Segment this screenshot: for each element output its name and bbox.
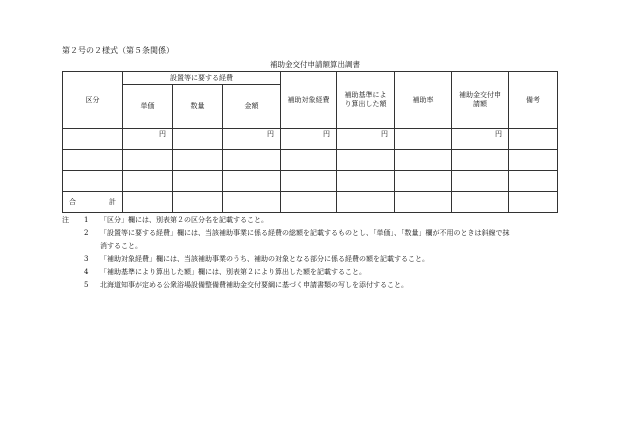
yen-cell: 円 [337,129,395,150]
header-shinsei: 補助金交付申 請額 [452,72,509,129]
notes [62,214,582,292]
note-item: 注 1 「区分」欄には、別表第２の区分名を記載すること。 [62,214,582,227]
cell [509,129,558,150]
header-biko: 備考 [509,72,558,129]
header-setsubi-group: 設置等に要する経費 [123,72,281,85]
cell [63,129,123,150]
yen-cell: 円 [123,129,173,150]
table-row [63,150,558,171]
header-taisho: 補助対象経費 [281,72,337,129]
cell [395,129,452,150]
table-row [63,171,558,192]
header-suryo: 数量 [173,85,223,129]
calculation-table [62,71,558,213]
header-kingaku: 金額 [223,85,281,129]
note-item: 2 「設置等に要する経費」欄には、当該補助事業に係る経費の総額を記載するものとし、「単価」、「数量」欄が不用のときは斜線で抹 消すること。 [84,229,510,250]
header-kijun: 補助基準によ り算出した額 [337,72,395,129]
form-number: 第２号の２様式（第５条関係） [62,46,174,55]
yen-cell: 円 [452,129,509,150]
header-ritsu: 補助率 [395,72,452,129]
note-item: 4 「補助基準により算出した額」欄には、別表第２により算出した額を記載すること。 [84,268,366,276]
total-row [63,192,558,213]
cell [173,129,223,150]
note-item: 3 「補助対象経費」欄には、当該補助事業のうち、補助の対象となる部分に係る経費の額を記載すること。 [84,255,429,263]
note-prefix: 注 [62,216,69,224]
yen-cell: 円 [281,129,337,150]
document-title: 補助金交付申請額算出調書 [270,60,360,69]
note-item: 5 北海道知事が定める公衆浴場設備整備費補助金交付要綱に基づく申請書類の写しを添付すること。 [84,281,408,289]
header-tanka: 単価 [123,85,173,129]
table-row [63,129,558,150]
yen-cell: 円 [223,129,281,150]
header-kubun: 区分 [63,72,123,129]
total-label: 合 計 [63,192,123,213]
